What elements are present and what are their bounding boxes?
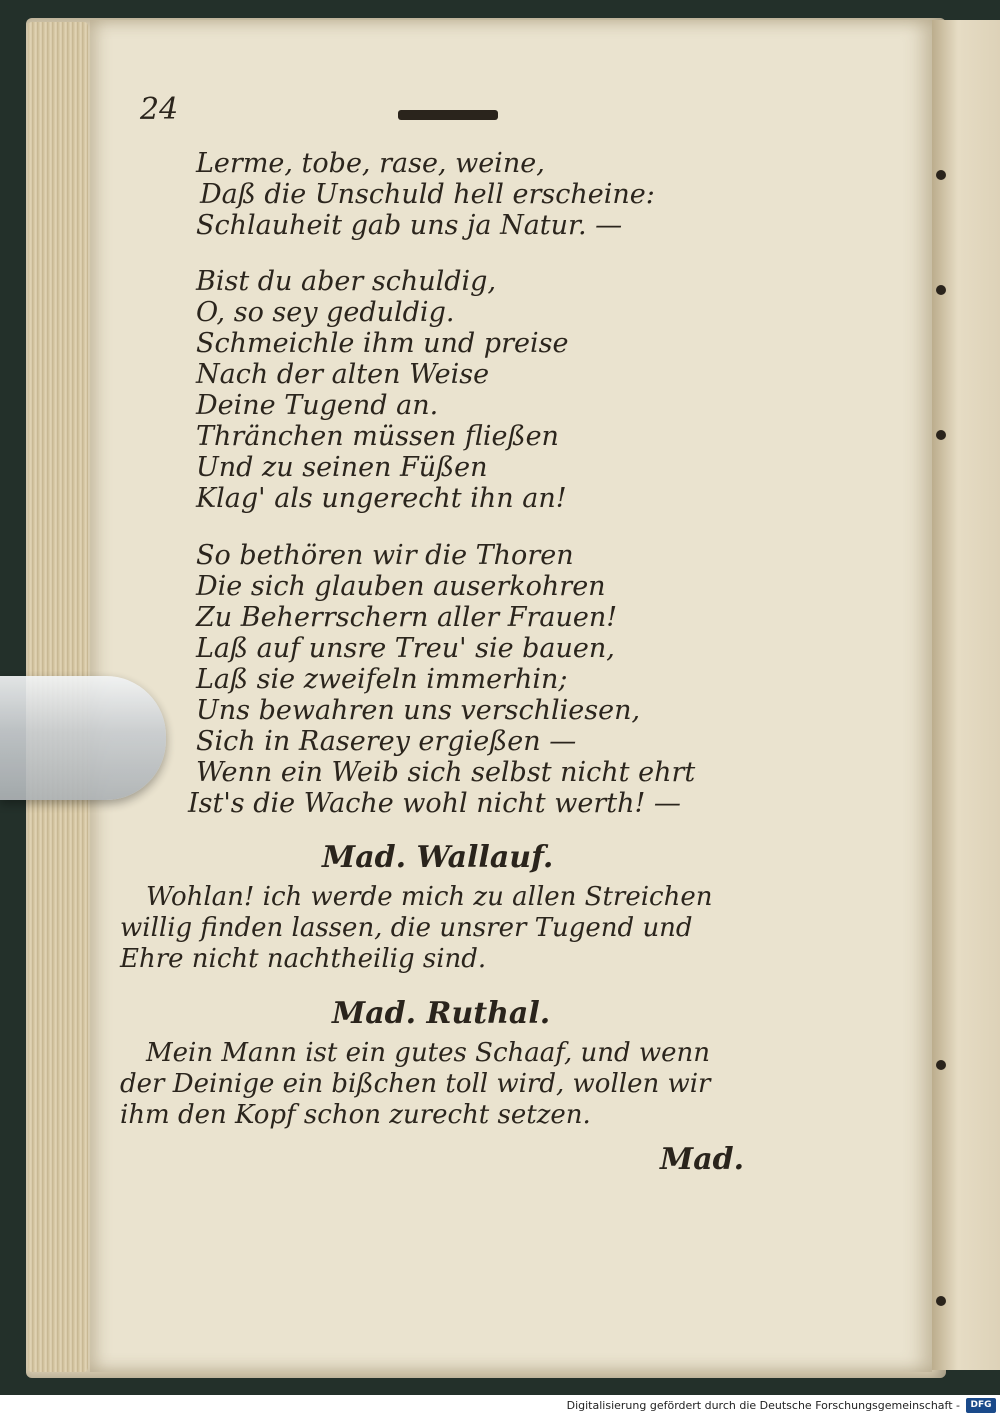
verse-line: Ist's die Wache wohl nicht werth! — [188, 788, 681, 819]
prose-paragraph-2 [120, 1038, 752, 1131]
page-clip [0, 676, 166, 800]
verse-line: Klag' als ungerecht ihn an! [196, 483, 567, 514]
verse-line: Laß sie zweifeln immerhin; [196, 664, 568, 695]
verse-line: Lerme, tobe, rase, weine, [196, 148, 545, 179]
speaker-heading: Mad. Wallauf. [322, 840, 554, 875]
verse-line: Sich in Raserey ergießen — [196, 726, 577, 757]
verse-line: Daß die Unschuld hell erscheine: [200, 179, 655, 210]
stanza-3 [188, 540, 796, 819]
prose-line: der Deinige ein bißchen toll wird, wollen wir [120, 1069, 711, 1099]
catchword: Mad. [660, 1142, 745, 1177]
verse-line: Und zu seinen Füßen [196, 452, 488, 483]
binding-hole [936, 430, 946, 440]
verse-line: Thränchen müssen fließen [196, 421, 559, 452]
verse-line: Bist du aber schuldig, [196, 266, 497, 297]
verse-line: Schmeichle ihm und preise [196, 328, 569, 359]
header-rule [398, 110, 498, 120]
stanza-1 [196, 148, 796, 241]
verse-line: Schlauheit gab uns ja Natur. — [196, 210, 623, 241]
prose-line: Mein Mann ist ein gutes Schaaf, und wenn [146, 1038, 711, 1068]
binding-hole [936, 1060, 946, 1070]
binding-hole [936, 285, 946, 295]
prose-line: Wohlan! ich werde mich zu allen Streichen [146, 882, 713, 912]
binding-hole [936, 1296, 946, 1306]
stanza-2 [196, 266, 796, 514]
verse-line: Wenn ein Weib sich selbst nicht ehrt [196, 757, 696, 788]
prose-line: willig finden lassen, die unsrer Tugend und [120, 913, 693, 943]
verse-line: Die sich glauben auserkohren [196, 571, 606, 602]
verse-line: Laß auf unsre Treu' sie bauen, [196, 633, 615, 664]
verse-line: Deine Tugend an. [196, 390, 439, 421]
verse-line: Nach der alten Weise [196, 359, 490, 390]
verse-line: So bethören wir die Thoren [196, 540, 574, 571]
verse-line: Zu Beherrschern aller Frauen! [196, 602, 618, 633]
dfg-logo: DFG [966, 1398, 996, 1413]
footer-credit: Digitalisierung gefördert durch die Deutsche Forschungsgemeinschaft - [566, 1399, 960, 1412]
prose-line: Ehre nicht nachtheilig sind. [120, 944, 487, 974]
prose-line: ihm den Kopf schon zurecht setzen. [120, 1100, 591, 1130]
page-number: 24 [140, 92, 179, 127]
footer-bar [0, 1395, 1000, 1417]
speaker-heading: Mad. Ruthal. [332, 996, 551, 1031]
prose-paragraph-1 [120, 882, 752, 975]
binding-hole [936, 170, 946, 180]
facing-page-edge [930, 20, 1000, 1370]
verse-line: Uns bewahren uns verschliesen, [196, 695, 641, 726]
verse-line: O, so sey geduldig. [196, 297, 455, 328]
